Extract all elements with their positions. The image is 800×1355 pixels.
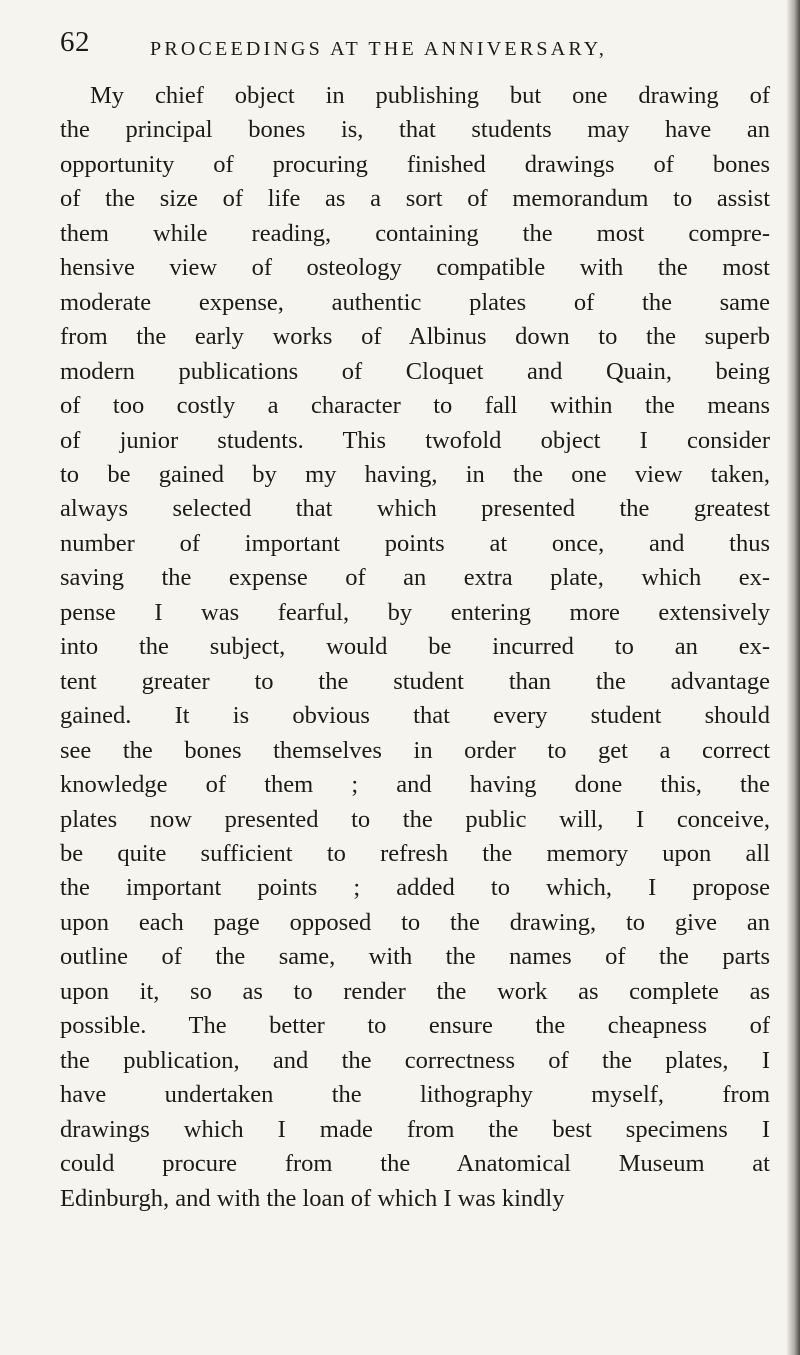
body-paragraph [60, 79, 770, 1216]
text-line: into the subject, would be incurred to an ex- [60, 633, 770, 661]
text-line: number of important points at once, and thus [60, 529, 770, 557]
text-line: have undertaken the lithography myself, from [60, 1081, 770, 1109]
text-line: upon it, so as to render the work as complete as [60, 977, 770, 1005]
text-line: of junior students. This twofold object I consider [60, 426, 770, 454]
text-line: see the bones themselves in order to get a correct [60, 736, 770, 764]
text-line: saving the expense of an extra plate, which ex- [60, 564, 770, 592]
text-line: drawings which I made from the best specimens I [60, 1115, 770, 1143]
text-line: always selected that which presented the greatest [60, 495, 770, 523]
text-line: upon each page opposed to the drawing, to give an [60, 908, 770, 936]
text-line: opportunity of procuring finished drawings of bones [60, 150, 770, 178]
text-line: moderate expense, authentic plates of the same [60, 288, 770, 316]
text-line: plates now presented to the public will, I conceive, [60, 805, 770, 833]
running-head: PROCEEDINGS AT THE ANNIVERSARY, [150, 38, 608, 60]
text-line: the publication, and the correctness of the plates, I [60, 1046, 770, 1074]
text-line: from the early works of Albinus down to the superb [60, 323, 770, 351]
text-line: knowledge of them ; and having done this, the [60, 771, 770, 799]
text-line: tent greater to the student than the advantage [60, 667, 770, 695]
text-line: gained. It is obvious that every student should [60, 702, 770, 730]
text-line: My chief object in publishing but one drawing of [90, 82, 770, 109]
text-line: them while reading, containing the most compre- [60, 219, 770, 247]
text-line: modern publications of Cloquet and Quain, being [60, 357, 770, 385]
text-line: possible. The better to ensure the cheapness of [60, 1012, 770, 1040]
page-header [60, 26, 700, 76]
text-line: hensive view of osteology compatible with the most [60, 254, 770, 282]
text-line: of the size of life as a sort of memorandum to assist [60, 185, 770, 213]
text-line: of too costly a character to fall within the means [60, 392, 770, 420]
page-number: 62 [60, 26, 90, 58]
text-line: pense I was fearful, by entering more extensively [60, 598, 770, 626]
text-line: be quite sufficient to refresh the memory upon all [60, 839, 770, 867]
text-line: to be gained by my having, in the one view taken, [60, 460, 770, 488]
text-line: outline of the same, with the names of the parts [60, 943, 770, 971]
text-line: the important points ; added to which, I propose [60, 874, 770, 902]
page-edge-shadow [786, 0, 800, 1355]
text-line: Edinburgh, and with the loan of which I was kindly [60, 1184, 565, 1212]
text-line: could procure from the Anatomical Museum at [60, 1150, 770, 1178]
text-line: the principal bones is, that students may have an [60, 116, 770, 144]
